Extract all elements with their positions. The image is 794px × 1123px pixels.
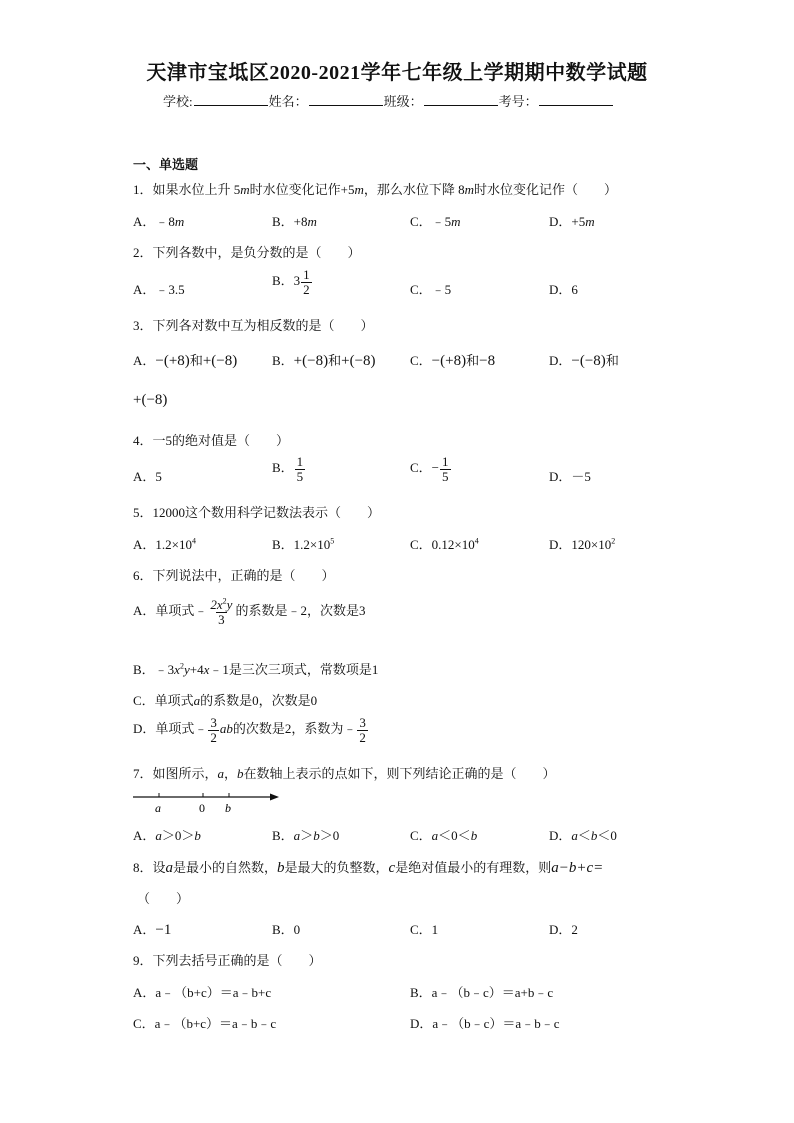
question-7-option-d[interactable]: D．a＜b＜0 [549,828,617,843]
question-1-option-c[interactable]: C．﹣5m [410,214,461,229]
question-5-option-a[interactable]: A．$1.2\times 10^4$ [133,536,196,552]
number-line-figure [131,790,281,816]
info-line [163,91,614,110]
question-3-stem: 3．下列各对数中互为相反数的是（ ） [133,318,374,333]
question-7-option-c[interactable]: C．a＜0＜b [410,828,478,843]
question-3-option-c[interactable]: C．−(+8)和−8 [410,353,496,369]
axis-label-0: 0 [199,801,205,815]
question-1-stem: 1．如果水位上升 5m时水位变化记作+5m，那么水位下降 8m时水位变化记作（ ） [133,182,618,197]
question-6-option-c[interactable]: C．单项式a的系数是0，次数是0 [133,693,318,708]
question-5-option-d[interactable]: D．$120\times 10^2$ [549,536,616,552]
question-7-stem: 7．如图所示，a，b在数轴上表示的点如下，则下列结论正确的是（ ） [133,766,556,781]
axis-label-a: a [155,801,161,815]
question-1-option-a[interactable]: A．﹣8m [133,214,185,229]
question-2-stem: 2．下列各数中，是负分数的是（ ） [133,245,361,260]
question-2-option-a[interactable]: A．﹣3.5 [133,282,185,297]
exam-no-label: 考号： [498,94,538,109]
question-1-option-d[interactable]: D．+5m [549,214,595,229]
question-5-stem: 5．12000这个数用科学记数法表示（ ） [133,505,381,520]
question-9-option-d[interactable]: D．a﹣（b﹣c）＝a﹣b﹣c [410,1016,560,1031]
question-4-option-b[interactable]: B． $\frac{1}{5}$ [272,454,304,484]
school-blank [194,93,268,106]
question-3-option-d-continued: +(−8) [133,392,168,408]
axis-label-b: b [225,801,231,815]
question-7-option-a[interactable]: A．a＞0＞b [133,828,201,843]
question-8-paren: （ ） [137,891,190,906]
question-5-option-c[interactable]: C．$0.12\times 10^4$ [410,536,479,552]
question-8-option-d[interactable]: D．2 [549,922,578,937]
question-1-option-b[interactable]: B．+8m [272,214,317,229]
number-line-arrow-icon [270,794,279,801]
name-label: 姓名： [268,94,308,109]
question-3-option-a[interactable]: A．−(+8)和+(−8) [133,353,238,369]
school-label: 学校: [163,94,193,109]
question-9-option-c[interactable]: C．a﹣（b+c）＝a﹣b﹣c [133,1016,277,1031]
question-2-option-c[interactable]: C．﹣5 [410,282,452,297]
question-9-option-a[interactable]: A．a﹣（b+c）＝a﹣b+c [133,985,272,1000]
question-6-option-a[interactable]: A．单项式﹣ $\frac{2x^2y}{3}$ 的系数是﹣2，次数是3 [133,596,366,627]
question-6-stem: 6．下列说法中，正确的是（ ） [133,568,335,583]
name-blank [309,93,383,106]
section-heading: 一、单选题 [133,157,199,172]
question-6-option-b[interactable]: B．$﹣3x^2y+4x﹣1$是三次三项式，常数项是1 [133,661,379,677]
question-2-option-d[interactable]: D．6 [549,282,578,297]
question-9-stem: 9．下列去括号正确的是（ ） [133,953,322,968]
question-4-option-d[interactable]: D．－5 [549,469,591,484]
question-8-option-a[interactable]: A．−1 [133,922,172,938]
question-8-option-c[interactable]: C．1 [410,922,439,937]
question-2-option-b[interactable]: B．3 $\frac{1}{2}$ [272,267,310,297]
exam-no-blank [539,93,613,106]
question-4-option-a[interactable]: A．5 [133,469,162,484]
question-9-option-b[interactable]: B．a﹣（b﹣c）＝a+b﹣c [410,985,554,1000]
question-6-option-d[interactable]: D．单项式﹣ $\frac{3}{2}$ ab的次数是2，系数为﹣ $\frac{3}{2}$ [133,715,366,745]
question-8-option-b[interactable]: B．0 [272,922,301,937]
page-title: 天津市宝坻区2020-2021学年七年级上学期期中数学试题 [146,62,648,84]
question-4-option-c[interactable]: C．− $\frac{1}{5}$ [410,454,449,484]
question-5-option-b[interactable]: B．$1.2\times 10^5$ [272,536,335,552]
class-blank [424,93,498,106]
question-4-stem: 4．一5的绝对值是（ ） [133,433,290,448]
question-3-option-b[interactable]: B．+(−8)和+(−8) [272,353,376,369]
question-3-option-d[interactable]: D．−(−8)和 [549,353,619,369]
class-label: 班级： [383,94,423,109]
question-8-stem: 8．设a是最小的自然数，b是最大的负整数，c是绝对值最小的有理数，则a−b+c= [133,860,604,876]
question-7-option-b[interactable]: B．a＞b＞0 [272,828,340,843]
